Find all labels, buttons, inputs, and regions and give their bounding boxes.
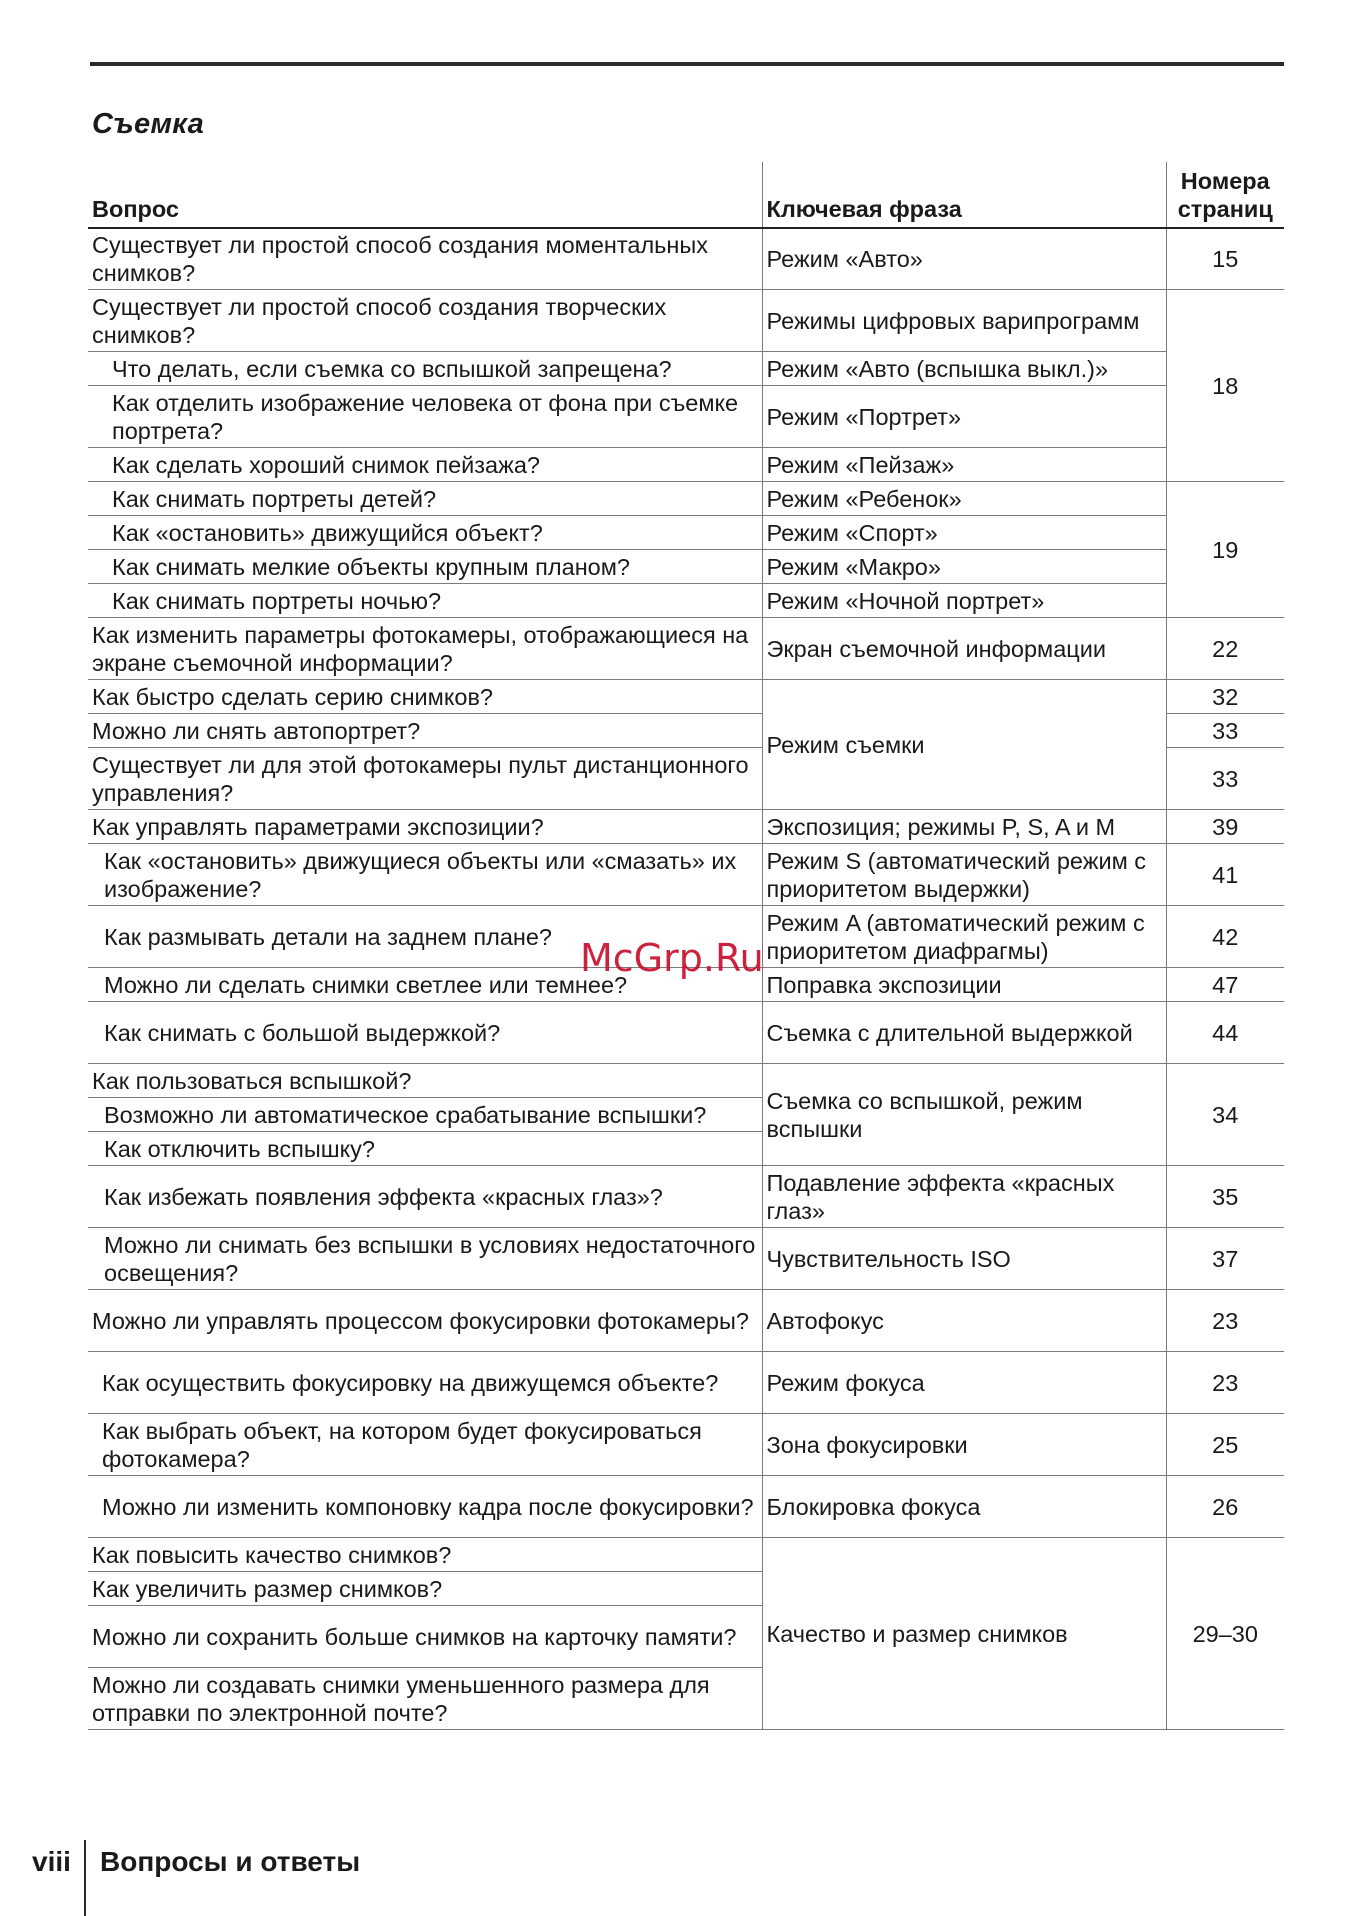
page-cell: 25 bbox=[1166, 1414, 1284, 1476]
question-cell: Как снимать портреты ночью? bbox=[88, 584, 762, 618]
header-pages-line1: Номера bbox=[1180, 168, 1270, 194]
page-cell: 37 bbox=[1166, 1228, 1284, 1290]
table-row bbox=[88, 1352, 1284, 1414]
keyword-cell: Режим съемки bbox=[762, 680, 1166, 810]
question-cell: Существует ли простой способ создания творческих снимков? bbox=[88, 290, 762, 352]
question-cell: Можно ли создавать снимки уменьшенного размера для отправки по электронной почте? bbox=[88, 1668, 762, 1730]
question-cell: Как «остановить» движущийся объект? bbox=[88, 516, 762, 550]
table-row bbox=[88, 1228, 1284, 1290]
keyword-cell: Режим «Ребенок» bbox=[762, 482, 1166, 516]
question-cell: Как сделать хороший снимок пейзажа? bbox=[88, 448, 762, 482]
page-cell: 41 bbox=[1166, 844, 1284, 906]
keyword-cell: Съемка с длительной выдержкой bbox=[762, 1002, 1166, 1064]
header-keyword: Ключевая фраза bbox=[762, 162, 1166, 228]
question-cell: Как быстро сделать серию снимков? bbox=[88, 680, 762, 714]
question-cell: Как выбрать объект, на котором будет фокусироваться фотокамера? bbox=[88, 1414, 762, 1476]
keyword-cell: Режим «Пейзаж» bbox=[762, 448, 1166, 482]
table-row bbox=[88, 1002, 1284, 1064]
keyword-cell: Режим фокуса bbox=[762, 1352, 1166, 1414]
question-cell: Существует ли для этой фотокамеры пульт дистанционного управления? bbox=[88, 748, 762, 810]
page-cell: 15 bbox=[1166, 228, 1284, 290]
question-cell: Можно ли снимать без вспышки в условиях недостаточного освещения? bbox=[88, 1228, 762, 1290]
keyword-cell: Режим S (автоматический режим с приоритетом выдержки) bbox=[762, 844, 1166, 906]
question-cell: Можно ли снять автопортрет? bbox=[88, 714, 762, 748]
header-question: Вопрос bbox=[88, 162, 762, 228]
page-cell: 18 bbox=[1166, 290, 1284, 482]
page-cell: 26 bbox=[1166, 1476, 1284, 1538]
table-row bbox=[88, 386, 1284, 448]
keyword-cell: Качество и размер снимков bbox=[762, 1538, 1166, 1730]
footer-divider bbox=[84, 1840, 86, 1916]
top-rule bbox=[90, 62, 1284, 66]
keyword-cell: Режим A (автоматический режим с приоритетом диафрагмы) bbox=[762, 906, 1166, 968]
question-cell: Как размывать детали на заднем плане? bbox=[88, 906, 762, 968]
table-row bbox=[88, 448, 1284, 482]
page-cell: 44 bbox=[1166, 1002, 1284, 1064]
question-cell: Что делать, если съемка со вспышкой запрещена? bbox=[88, 352, 762, 386]
question-cell: Как «остановить» движущиеся объекты или «смазать» их изображение? bbox=[88, 844, 762, 906]
keyword-cell: Съемка со вспышкой, режим вспышки bbox=[762, 1064, 1166, 1166]
table-row bbox=[88, 352, 1284, 386]
keyword-cell: Чувствительность ISO bbox=[762, 1228, 1166, 1290]
keyword-cell: Режимы цифровых варипрограмм bbox=[762, 290, 1166, 352]
keyword-cell: Зона фокусировки bbox=[762, 1414, 1166, 1476]
question-cell: Как снимать портреты детей? bbox=[88, 482, 762, 516]
question-cell: Возможно ли автоматическое срабатывание вспышки? bbox=[88, 1098, 762, 1132]
page-cell: 33 bbox=[1166, 714, 1284, 748]
question-cell: Как отключить вспышку? bbox=[88, 1132, 762, 1166]
page-number: viii bbox=[32, 1846, 71, 1877]
table-header bbox=[88, 162, 1284, 228]
keyword-cell: Режим «Спорт» bbox=[762, 516, 1166, 550]
question-cell: Как снимать с большой выдержкой? bbox=[88, 1002, 762, 1064]
table-row bbox=[88, 1476, 1284, 1538]
keyword-cell: Блокировка фокуса bbox=[762, 1476, 1166, 1538]
keyword-cell: Режим «Макро» bbox=[762, 550, 1166, 584]
page-cell: 39 bbox=[1166, 810, 1284, 844]
question-cell: Как отделить изображение человека от фона при съемке портрета? bbox=[88, 386, 762, 448]
question-cell: Можно ли изменить компоновку кадра после фокусировки? bbox=[88, 1476, 762, 1538]
keyword-cell: Экран съемочной информации bbox=[762, 618, 1166, 680]
table-row bbox=[88, 290, 1284, 352]
table-row bbox=[88, 1166, 1284, 1228]
question-cell: Как пользоваться вспышкой? bbox=[88, 1064, 762, 1098]
page-cell: 35 bbox=[1166, 1166, 1284, 1228]
question-cell: Можно ли управлять процессом фокусировки фотокамеры? bbox=[88, 1290, 762, 1352]
keyword-cell: Режим «Авто» bbox=[762, 228, 1166, 290]
section-title: Съемка bbox=[92, 108, 205, 140]
page-cell: 23 bbox=[1166, 1290, 1284, 1352]
question-cell: Как избежать появления эффекта «красных глаз»? bbox=[88, 1166, 762, 1228]
keyword-cell: Режим «Портрет» bbox=[762, 386, 1166, 448]
page-cell: 22 bbox=[1166, 618, 1284, 680]
table-row bbox=[88, 1064, 1284, 1098]
question-cell: Как повысить качество снимков? bbox=[88, 1538, 762, 1572]
question-cell: Как осуществить фокусировку на движущемся объекте? bbox=[88, 1352, 762, 1414]
table-row bbox=[88, 550, 1284, 584]
keyword-cell: Автофокус bbox=[762, 1290, 1166, 1352]
page-cell: 29–30 bbox=[1166, 1538, 1284, 1730]
keyword-cell: Экспозиция; режимы P, S, A и M bbox=[762, 810, 1166, 844]
question-cell: Как изменить параметры фотокамеры, отображающиеся на экране съемочной информации? bbox=[88, 618, 762, 680]
page-cell: 47 bbox=[1166, 968, 1284, 1002]
table-row bbox=[88, 1538, 1284, 1572]
table-row bbox=[88, 1414, 1284, 1476]
keyword-cell: Режим «Авто (вспышка выкл.)» bbox=[762, 352, 1166, 386]
header-pages-line2: страниц bbox=[1177, 196, 1273, 222]
keyword-cell: Режим «Ночной портрет» bbox=[762, 584, 1166, 618]
table-row bbox=[88, 618, 1284, 680]
question-cell: Существует ли простой способ создания моментальных снимков? bbox=[88, 228, 762, 290]
page-cell: 34 bbox=[1166, 1064, 1284, 1166]
page-cell: 32 bbox=[1166, 680, 1284, 714]
table-row bbox=[88, 516, 1284, 550]
table-row bbox=[88, 680, 1284, 714]
table-row bbox=[88, 844, 1284, 906]
question-cell: Можно ли сделать снимки светлее или темнее? bbox=[88, 968, 762, 1002]
table-row bbox=[88, 482, 1284, 516]
table-row bbox=[88, 228, 1284, 290]
question-cell: Как управлять параметрами экспозиции? bbox=[88, 810, 762, 844]
page-cell: 19 bbox=[1166, 482, 1284, 618]
table-row bbox=[88, 584, 1284, 618]
question-cell: Можно ли сохранить больше снимков на карточку памяти? bbox=[88, 1606, 762, 1668]
table-row bbox=[88, 1290, 1284, 1352]
table-row bbox=[88, 810, 1284, 844]
footer-title: Вопросы и ответы bbox=[100, 1846, 361, 1877]
header-pages bbox=[1166, 162, 1284, 228]
watermark: McGrp.Ru bbox=[580, 936, 764, 980]
page-cell: 23 bbox=[1166, 1352, 1284, 1414]
question-cell: Как снимать мелкие объекты крупным планом? bbox=[88, 550, 762, 584]
keyword-cell: Подавление эффекта «красных глаз» bbox=[762, 1166, 1166, 1228]
page-cell: 42 bbox=[1166, 906, 1284, 968]
page-cell: 33 bbox=[1166, 748, 1284, 810]
keyword-cell: Поправка экспозиции bbox=[762, 968, 1166, 1002]
question-cell: Как увеличить размер снимков? bbox=[88, 1572, 762, 1606]
